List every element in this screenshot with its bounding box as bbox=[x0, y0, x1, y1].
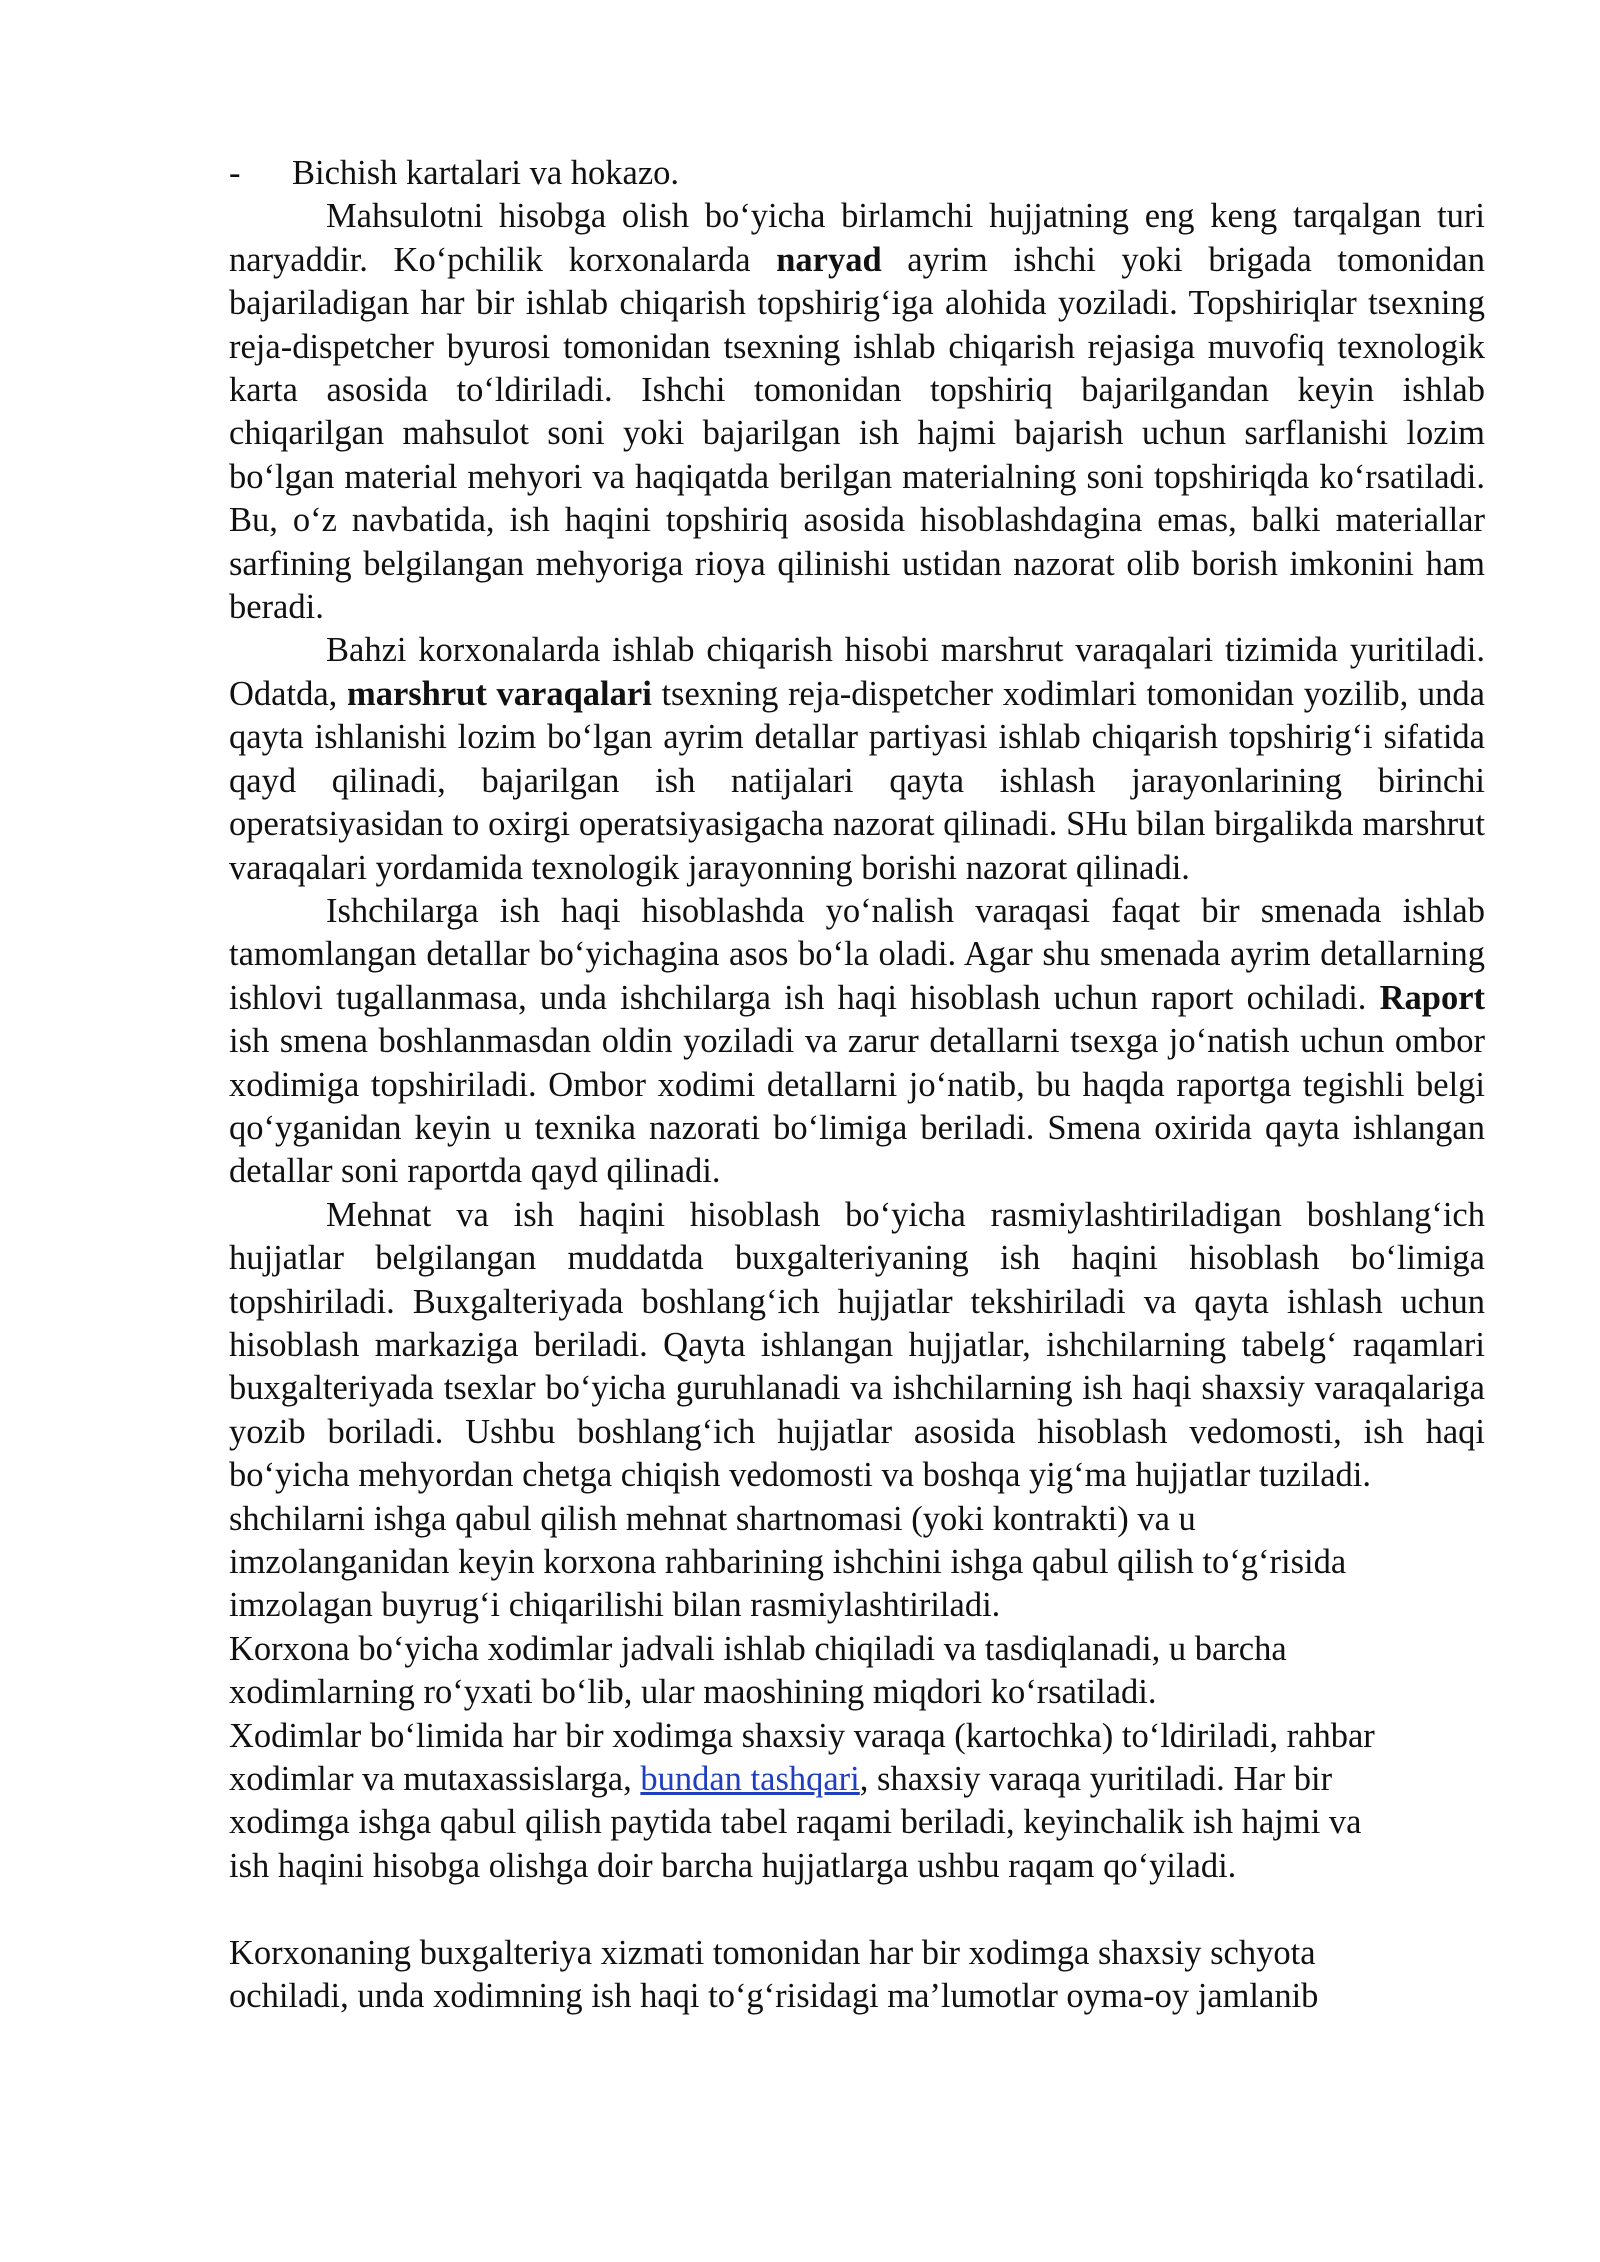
text-line: xodimlar va mutaxassislarga, bbox=[229, 1760, 641, 1799]
text-line: Korxona bo‘yicha xodimlar jadvali ishlab chiqiladi va tasdiqlanadi, u barcha bbox=[229, 1629, 1287, 1668]
paragraph-naryad bbox=[229, 195, 1485, 629]
text-line: ochiladi, unda xodimning ish haqi to‘g‘risidagi ma’lumotlar oyma-oy jamlanib bbox=[229, 1977, 1319, 2016]
text-line: xodimga ishga qabul qilish paytida tabel raqami beriladi, keyinchalik ish hajmi va bbox=[229, 1803, 1362, 1842]
paragraph-text: Mehnat va ish haqini hisoblash bo‘yicha rasmiylashtiriladigan boshlang‘ich hujjatlar belgilangan muddatda buxgalteriyaning ish haqini hisoblash bo‘limiga topshiriladi. Buxgalteriyada boshlang‘ich hujjatlar tekshiriladi va qayta ishlash uchun hisoblash markaziga beriladi. Qayta ishlangan hujjatlar, ishchilarning tabelg‘ raqamlari buxgalteriyada tsexlar bo‘yicha guruhlanadi va ishchilarning ish haqi shaxsiy varaqalariga yozib boriladi. Ushbu boshlang‘ich hujjatlar asosida hisoblash vedomosti, ish haqi bo‘yicha mehyordan chetga chiqish vedomosti va boshqa yig‘ma hujjatlar tuziladi. bbox=[229, 1195, 1485, 1495]
list-item-text: Bichish kartalari va hokazo. bbox=[292, 154, 680, 192]
list-bullet: - bbox=[229, 154, 241, 192]
paragraph-text: Ishchilarga ish haqi hisoblashda yo‘nalish varaqasi faqat bir smenada ishlab tamomlangan detallar bo‘yichagina asos bo‘la oladi. Agar shu smenada ayrim detallarning ishlovi tugallanmasa, unda ishchilarga ish haqi hisoblash uchun raport ochiladi. bbox=[229, 891, 1485, 1017]
paragraph-text: Bahzi korxonalarda ishlab chiqarish hisobi marshrut varaqalari tizimida yuritiladi. Odatda, bbox=[229, 631, 1485, 713]
paragraph-text: Mahsulotni hisobga olish bo‘yicha birlamchi hujjatning eng keng tarqalgan turi naryaddir. Ko‘pchilik korxonalarda bbox=[229, 197, 1485, 279]
bundan-tashqari-link[interactable]: bundan tashqari bbox=[640, 1760, 860, 1799]
text-line: Xodimlar bo‘limida har bir xodimga shaxsiy varaqa (kartochka) to‘ldiriladi, rahbar bbox=[229, 1716, 1375, 1755]
text-line: ish haqini hisobga olishga doir barcha hujjatlarga ushbu raqam qo‘yiladi. bbox=[229, 1846, 1237, 1885]
text-line: , shaxsiy varaqa yuritiladi. Har bir bbox=[859, 1760, 1333, 1799]
text-line: Korxonaning buxgalteriya xizmati tomonidan har bir xodimga shaxsiy schyota bbox=[229, 1933, 1316, 1972]
paragraph-raport bbox=[229, 890, 1485, 1194]
paragraph-hujjatlar bbox=[229, 1194, 1485, 1498]
paragraph-ishga-qabul bbox=[229, 1498, 1485, 1628]
text-line: imzolanganidan keyin korxona rahbarining ishchini ishga qabul qilish to‘g‘risida bbox=[229, 1543, 1347, 1581]
text-line: shchilarni ishga qabul qilish mehnat shartnomasi (yoki kontrakti) va u bbox=[229, 1499, 1196, 1538]
text-line: imzolagan buyrug‘i chiqarilishi bilan rasmiylashtiriladi. bbox=[229, 1586, 1001, 1625]
text-line: xodimlarning ro‘yxati bo‘lib, ular maoshining miqdori ko‘rsatiladi. bbox=[229, 1673, 1157, 1712]
paragraph-text: tsexning reja-dispetcher xodimlari tomonidan yozilib, unda qayta ishlanishi lozim bo‘lgan ayrim detallar partiyasi ishlab chiqarish topshirig‘i sifatida qayd qilinadi, bajarilgan ish natijalari qayta ishlash jarayonlarining birinchi operatsiyasidan to oxirgi operatsiyasigacha nazorat qilinadi. SHu bilan birgalikda marshrut varaqalari yordamida texnologik jarayonning borishi nazorat qilinadi. bbox=[229, 674, 1485, 887]
paragraph-text: ish smena boshlanmasdan oldin yoziladi va zarur detallarni tsexga jo‘natish uchun ombor xodimiga topshiriladi. Ombor xodimi detallarni jo‘natib, bu haqda raportga tegishli belgi qo‘yganidan keyin u texnika nazorati bo‘limiga beriladi. Smena oxirida qayta ishlangan detallar soni raportda qayd qilinadi. bbox=[229, 1022, 1485, 1191]
bold-term-marshrut-varaqalari: marshrut varaqalari bbox=[346, 674, 652, 713]
paragraph-shaxsiy-varaqa bbox=[229, 1715, 1485, 1889]
paragraph-marshrut bbox=[229, 629, 1485, 889]
paragraph-text: ayrim ishchi yoki brigada tomonidan bajariladigan har bir ishlab chiqarish topshirig‘iga alohida yoziladi. Topshiriqlar tsexning reja-dispetcher byurosi tomonidan tsexning ishlab chiqarish rejasiga muvofiq texnologik karta asosida to‘ldiriladi. Ishchi tomonidan topshiriq bajarilgandan keyin ishlab chiqarilgan mahsulot soni yoki bajarilgan ish hajmi bajarish uchun sarflanishi lozim bo‘lgan material mehyori va haqiqatda berilgan materialning soni topshiriqda ko‘rsatiladi. Bu, o‘z navbatida, ish haqini topshiriq asosida hisoblashdagina emas, balki materiallar sarfining belgilangan mehyoriga rioya qilinishi ustidan nazorat olib borish imkonini ham beradi. bbox=[229, 240, 1485, 627]
blank-line bbox=[229, 1888, 1485, 1931]
document-page bbox=[229, 152, 1485, 2018]
bold-term-naryad: naryad bbox=[776, 240, 882, 279]
bold-term-raport: Raport bbox=[1379, 978, 1485, 1017]
paragraph-xodimlar-jadvali bbox=[229, 1628, 1485, 1715]
list-item bbox=[229, 152, 1485, 195]
paragraph-shaxsiy-schyot bbox=[229, 1932, 1485, 2019]
